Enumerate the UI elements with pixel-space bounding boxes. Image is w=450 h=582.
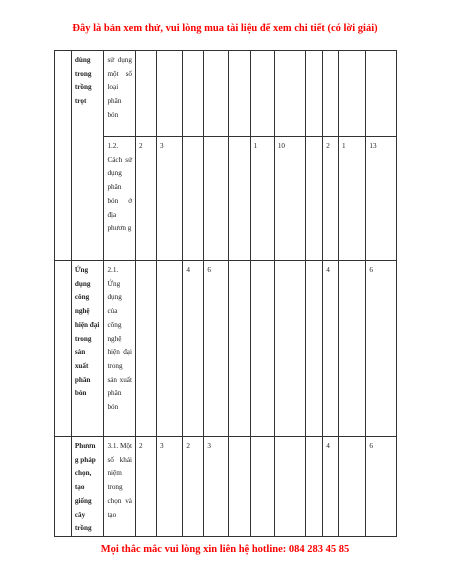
count-cell bbox=[306, 437, 323, 537]
content-cell: 2.1. Ứng dụng của công nghệ hiện đại trong sản xuất phân bón bbox=[104, 261, 136, 437]
count-cell bbox=[157, 261, 183, 437]
count-cell: 2 bbox=[136, 137, 157, 261]
count-cell bbox=[204, 137, 228, 261]
count-cell bbox=[228, 437, 250, 537]
count-cell bbox=[157, 51, 183, 137]
count-cell: 2 bbox=[183, 437, 204, 537]
count-cell: 3 bbox=[204, 437, 228, 537]
count-cell: 1 bbox=[339, 137, 366, 261]
index-cell bbox=[55, 51, 72, 261]
count-cell: 2 bbox=[323, 137, 339, 261]
count-cell bbox=[339, 51, 366, 137]
count-cell bbox=[339, 261, 366, 437]
count-cell bbox=[136, 261, 157, 437]
count-cell bbox=[204, 51, 228, 137]
count-cell bbox=[306, 137, 323, 261]
count-cell: 2 bbox=[136, 437, 157, 537]
count-cell: 4 bbox=[323, 261, 339, 437]
content-cell: 3.1. Một số khái niệm trong chọn và tạo bbox=[104, 437, 136, 537]
table-row bbox=[55, 261, 397, 437]
index-cell bbox=[55, 261, 72, 437]
count-cell bbox=[228, 51, 250, 137]
topic-cell: Ứng dụng công nghệ hiện đại trong sản xuất phân bón bbox=[71, 261, 104, 437]
count-cell bbox=[274, 51, 306, 137]
topic-matrix-table bbox=[54, 50, 397, 537]
preview-notice: Đây là bản xem thử, vui lòng mua tài liệu để xem chi tiết (có lời giải) bbox=[72, 23, 378, 34]
count-cell: 6 bbox=[366, 437, 397, 537]
count-cell bbox=[228, 137, 250, 261]
count-cell: 10 bbox=[274, 137, 306, 261]
topic-cell: dùng trong trồng trọt bbox=[71, 51, 104, 261]
count-cell: 4 bbox=[323, 437, 339, 537]
count-cell bbox=[228, 261, 250, 437]
count-cell: 13 bbox=[366, 137, 397, 261]
count-cell bbox=[306, 261, 323, 437]
count-cell bbox=[306, 51, 323, 137]
content-cell: 1.2. Cách sử dụng phân bón ở địa phươn g bbox=[104, 137, 136, 261]
count-cell bbox=[250, 261, 274, 437]
index-cell bbox=[55, 437, 72, 537]
count-cell bbox=[250, 51, 274, 137]
topic-cell: Phươn g pháp chọn, tạo giống cây trồng bbox=[71, 437, 104, 537]
count-cell: 4 bbox=[183, 261, 204, 437]
table-row bbox=[55, 137, 397, 261]
hotline-notice: Mọi thắc mắc vui lòng xin liên hệ hotline: 084 283 45 85 bbox=[100, 544, 350, 555]
count-cell bbox=[339, 437, 366, 537]
count-cell bbox=[183, 51, 204, 137]
count-cell bbox=[323, 51, 339, 137]
table-row bbox=[55, 437, 397, 537]
count-cell bbox=[183, 137, 204, 261]
count-cell bbox=[136, 51, 157, 137]
count-cell bbox=[366, 51, 397, 137]
count-cell bbox=[274, 261, 306, 437]
content-cell: sử dụng một số loại phân bón bbox=[104, 51, 136, 137]
count-cell: 6 bbox=[366, 261, 397, 437]
table-row bbox=[55, 51, 397, 137]
count-cell: 6 bbox=[204, 261, 228, 437]
count-cell bbox=[250, 437, 274, 537]
count-cell: 1 bbox=[250, 137, 274, 261]
count-cell: 3 bbox=[157, 437, 183, 537]
count-cell bbox=[274, 437, 306, 537]
count-cell: 3 bbox=[157, 137, 183, 261]
